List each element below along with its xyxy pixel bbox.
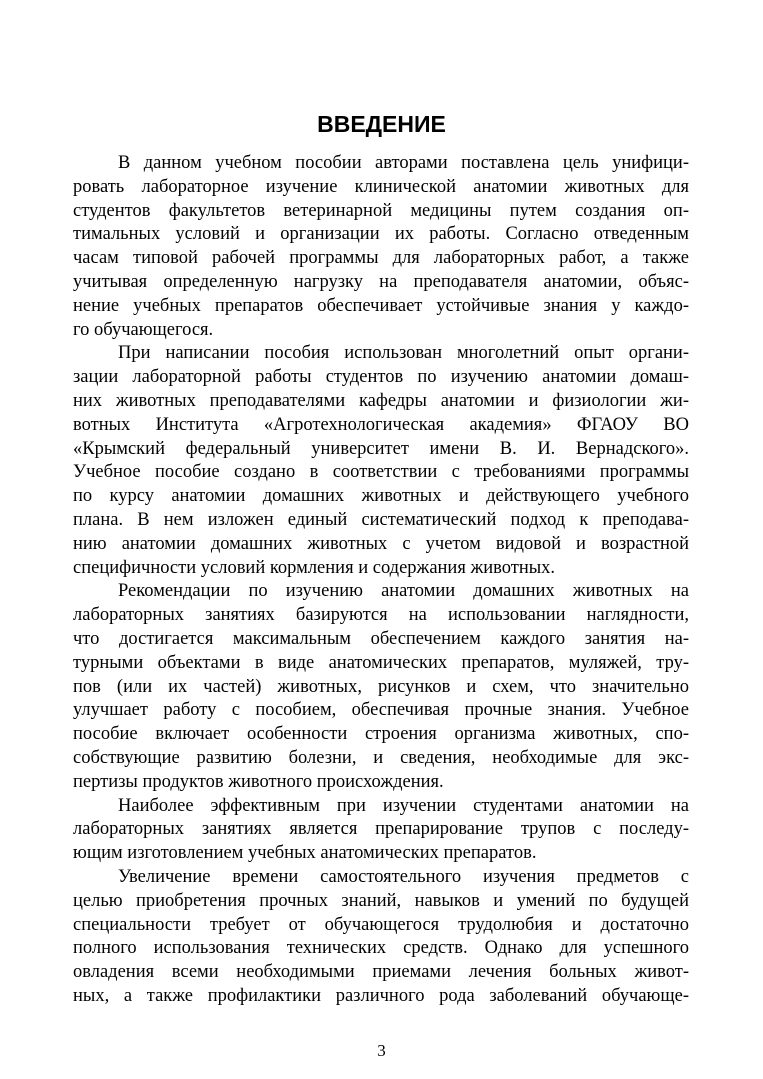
text-line: овладения всеми необходимыми приемами лечения больных живот- [73,962,689,983]
text-line: турными объектами в виде анатомических препаратов, муляжей, тру- [73,652,689,673]
text-line: лабораторных занятиях базируются на использовании наглядности, [73,605,689,626]
text-line: плана. В нем изложен единый систематический подход к преподава- [73,509,689,530]
text-line: них животных преподавателями кафедры анатомии и физиологии жи- [73,390,689,411]
text-line: ющим изготовлением учебных анатомических препаратов. [73,843,537,864]
body-text [73,152,689,1009]
text-line: ровать лабораторное изучение клинической анатомии животных для [73,176,689,197]
text-line: вотных Института «Агротехнологическая академия» ФГАОУ ВО [73,414,689,435]
text-line: пособие включает особенности строения организма животных, спо- [73,724,689,745]
text-line: Учебное пособие создано в соответствии с требованиями программы [73,462,689,483]
page-number: 3 [377,1041,386,1060]
text-line: Увеличение времени самостоятельного изучения предметов с [118,866,689,887]
text-line: улучшает работу с пособием, обеспечивая прочные знания. Учебное [73,700,689,721]
text-line: нию анатомии домашних животных с учетом видовой и возрастной [73,533,689,554]
paragraph [73,342,689,580]
text-line: В данном учебном пособии авторами поставлена цель унифици- [118,153,689,173]
text-line: нение учебных препаратов обеспечивает устойчивые знания у каждо- [73,295,689,316]
text-line: «Крымский федеральный университет имени В. И. Вернадского». [73,438,689,459]
text-line: го обучающегося. [73,319,214,340]
page-title: ВВЕДЕНИЕ [317,111,446,137]
text-line: лабораторных занятиях является препарирование трупов с последу- [73,819,689,840]
paragraph [73,795,689,866]
text-line: При написании пособия использован многолетний опыт органи- [118,343,689,364]
text-line: зации лабораторной работы студентов по изучению анатомии домаш- [73,367,689,388]
text-line: тимальных условий и организации их работы. Согласно отведенным [73,224,689,245]
paragraph [73,580,689,794]
paragraph [73,152,689,342]
text-line: учитывая определенную нагрузку на преподавателя анатомии, объяс- [73,271,689,292]
text-line: часам типовой рабочей программы для лабораторных работ, а также [73,248,689,269]
paragraph [73,866,689,1009]
text-line: пертизы продуктов животного происхождения. [73,771,444,792]
text-line: студентов факультетов ветеринарной медицины путем создания оп- [73,200,689,221]
text-line: ных, а также профилактики различного рода заболеваний обучающе- [73,985,689,1006]
text-line: специальности требует от обучающегося трудолюбия и достаточно [73,914,689,935]
text-line: по курсу анатомии домашних животных и действующего учебного [73,486,689,507]
text-line: собствующие развитию болезни, и сведения, необходимые для экс- [73,747,689,768]
text-line: полного использования технических средств. Однако для успешного [73,938,689,959]
text-line: пов (или их частей) животных, рисунков и схем, что значительно [73,676,689,697]
text-line: специфичности условий кормления и содержания животных. [73,557,556,578]
text-line: Рекомендации по изучению анатомии домашних животных на [118,581,689,602]
text-line: Наиболее эффективным при изучении студентами анатомии на [118,795,689,816]
text-line: что достигается максимальным обеспечением каждого занятия на- [73,628,689,649]
text-line: целью приобретения прочных знаний, навыков и умений по будущей [73,890,689,911]
